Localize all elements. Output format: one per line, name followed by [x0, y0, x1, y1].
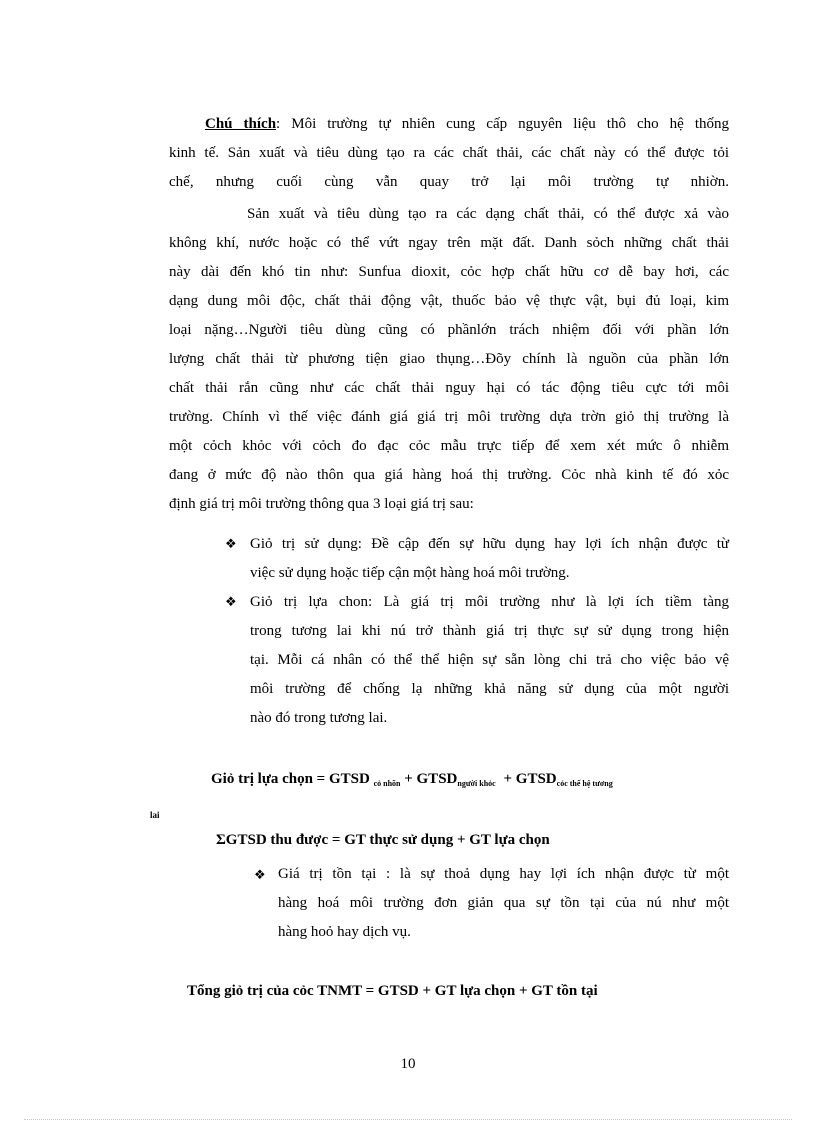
existence-line-3: hàng hoỏ hay dịch vụ. — [278, 924, 411, 940]
bullet-use-value — [250, 530, 729, 590]
option-value-line-5: nào đó trong tương lai. — [250, 710, 388, 726]
option-value-line-3: tại. Mỗi cá nhân có thể thể hiện sự sẵn lòng chi trả cho việc bảo vệ — [250, 652, 729, 668]
waste-line-6: lượng chất thải từ phương tiện giao thụng…Đõy chính là nguồn của phần lớn — [169, 351, 729, 367]
waste-line-2: không khí, nước hoặc có thể vứt ngay trên mặt đất. Danh sỏch những chất thải — [169, 235, 729, 251]
formula1-wrap: lai — [150, 810, 160, 820]
waste-line-3: này dài đến khó tin như: Sunfua dioxit, cỏc hợp chất hữu cơ dễ bay hơi, các — [169, 264, 729, 280]
bullet-existence-value — [278, 860, 729, 950]
formula1-sub-others: người khỏc — [457, 779, 496, 788]
note-label: Chú thích — [205, 116, 277, 132]
waste-line-10: đang ở mức độ nào thôn qua giá hàng hoá thị trường. Cỏc nhà kinh tế đó xỏc — [169, 467, 729, 483]
diamond-bullet-icon: ❖ — [254, 867, 266, 882]
option-value-line-2: trong tương lai khi nú trở thành giá trị thực sự sử dụng trong hiện — [250, 623, 729, 639]
option-value-line-4: môi trường để chống lạ những khả năng sử dụng của một người — [250, 681, 729, 697]
formula1-sub-generations: cỏc thế hệ tương — [556, 779, 613, 788]
use-value-line-2: việc sử dụng hoặc tiếp cận một hàng hoá môi trường. — [250, 565, 570, 581]
existence-line-2: hàng hoá môi trường đơn giản qua sự tồn tại của nú như một — [278, 895, 729, 911]
waste-line-11: định giá trị môi trường thông qua 3 loại giá trị sau: — [169, 496, 474, 512]
use-value-line-1: Giỏ trị sử dụng: Đề cập đến sự hữu dụng hay lợi ích nhận được từ — [250, 536, 729, 552]
formula1-end: + GTSD — [503, 771, 557, 787]
diamond-bullet-icon: ❖ — [225, 594, 237, 609]
note-line-2: kinh tế. Sản xuất và tiêu dùng tạo ra các chất thải, các chất này có thể được tỏi — [169, 145, 729, 161]
waste-line-7: chất thải rắn cũng như các chất thải nguy hại có tác động tiêu cực tới môi — [169, 380, 729, 396]
paragraph-note — [169, 110, 729, 200]
note-line-1-text: : Môi trường tự nhiên cung cấp nguyên liệu thô cho hệ thống — [276, 116, 729, 132]
page-number: 10 — [400, 1056, 416, 1072]
formula1-lhs: Giỏ trị lựa chọn = GTSD — [211, 771, 370, 787]
option-value-line-1: Giỏ trị lựa chon: Là giá trị môi trường như là lợi ích tiềm tàng — [250, 594, 729, 610]
bullet-option-value — [250, 588, 729, 738]
existence-line-1: Giá trị tồn tại : là sự thoả dụng hay lợi ích nhận được từ một — [278, 866, 729, 882]
waste-line-9: một cỏch khỏc với cỏch đo đạc cỏc mẫu trực tiếp để xem xét mức ô nhiễm — [169, 438, 729, 454]
formula-total-use-value: ΣGTSD thu được = GT thực sử dụng + GT lựa chọn — [216, 832, 550, 848]
formula1-sub-individual: cỏ nhõn — [373, 779, 401, 788]
waste-line-5: loại nặng…Người tiêu dùng cũng có phầnlớn trách nhiệm đối với phần lớn — [169, 322, 729, 338]
waste-line-4: dạng dung môi độc, chất thải động vật, thuốc bảo vệ thực vật, bụi đủ loại, kim — [169, 293, 729, 309]
diamond-bullet-icon: ❖ — [225, 536, 237, 551]
footer-divider — [24, 1119, 792, 1120]
waste-line-1: Sản xuất và tiêu dùng tạo ra các dạng chất thải, có thể được xả vào — [247, 206, 729, 222]
paragraph-waste — [169, 200, 729, 530]
formula-total-value: Tổng giỏ trị của cỏc TNMT = GTSD + GT lựa chọn + GT tồn tại — [187, 983, 598, 999]
note-line-3: chế, nhưng cuối cùng vẫn quay trở lại môi trường tự nhiờn. — [169, 174, 729, 190]
waste-line-8: trường. Chính vì thế việc đánh giá giá trị môi trường dựa trờn giỏ thị trường là — [169, 409, 729, 425]
formula1-mid: + GTSD — [404, 771, 458, 787]
note-line-1 — [205, 110, 729, 139]
formula-option-value — [211, 771, 613, 788]
